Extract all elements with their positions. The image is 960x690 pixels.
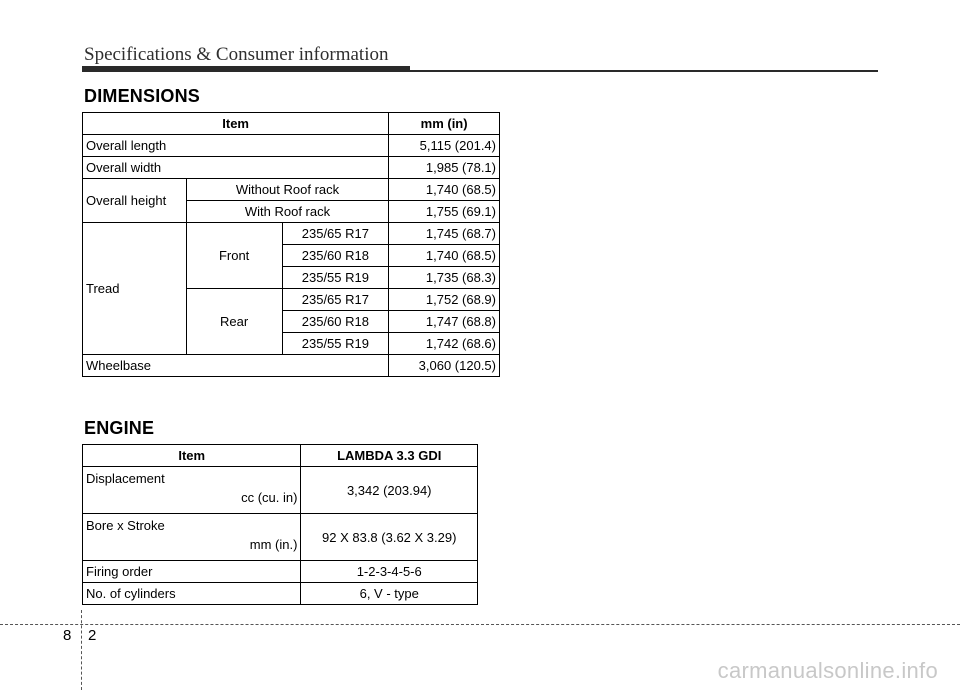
- tire-size: 235/65 R17: [282, 223, 389, 245]
- dimensions-table: [82, 112, 500, 377]
- row-value: 3,060 (120.5): [389, 355, 500, 377]
- tire-size: 235/65 R17: [282, 289, 389, 311]
- engine-table: [82, 444, 478, 605]
- row-value: 1,755 (69.1): [389, 201, 500, 223]
- page-header-title: Specifications & Consumer information: [84, 44, 389, 65]
- table-row: [83, 135, 500, 157]
- header-rule-thin: [410, 70, 878, 72]
- row-unit: cc (cu. in): [241, 490, 298, 505]
- tire-size: 235/60 R18: [282, 311, 389, 333]
- row-label: Overall width: [83, 157, 389, 179]
- footer-divider: [0, 624, 960, 625]
- table-row: [83, 514, 478, 561]
- row-value: 92 X 83.8 (3.62 X 3.29): [301, 514, 478, 561]
- footer-vertical-divider: [81, 610, 82, 690]
- column-header-item: Item: [83, 113, 389, 135]
- row-sublabel: Front: [186, 223, 282, 289]
- table-row: [83, 223, 500, 245]
- row-sublabel: Rear: [186, 289, 282, 355]
- tire-size: 235/60 R18: [282, 245, 389, 267]
- tire-size: 235/55 R19: [282, 267, 389, 289]
- row-value: 3,342 (203.94): [301, 467, 478, 514]
- engine-title: ENGINE: [84, 418, 155, 438]
- watermark-text: carmanualsonline.info: [717, 658, 938, 683]
- table-row: [83, 467, 478, 514]
- row-sublabel: With Roof rack: [186, 201, 388, 223]
- row-value: 1,735 (68.3): [389, 267, 500, 289]
- row-label: Bore x Stroke: [86, 518, 165, 533]
- table-header-row: [83, 113, 500, 135]
- row-label: Wheelbase: [83, 355, 389, 377]
- row-value: 1,740 (68.5): [389, 245, 500, 267]
- row-label-cell: [83, 467, 301, 514]
- row-value: 1,740 (68.5): [389, 179, 500, 201]
- row-label: Tread: [83, 223, 187, 355]
- column-header-item: Item: [83, 445, 301, 467]
- row-label: Displacement: [86, 471, 165, 486]
- row-value: 1,745 (68.7): [389, 223, 500, 245]
- table-row: [83, 583, 478, 605]
- table-row: [83, 355, 500, 377]
- row-value: 1,985 (78.1): [389, 157, 500, 179]
- row-value: 1-2-3-4-5-6: [301, 561, 478, 583]
- row-value: 6, V - type: [301, 583, 478, 605]
- page-section-number: 8: [63, 627, 72, 644]
- row-label: No. of cylinders: [83, 583, 301, 605]
- table-row: [83, 157, 500, 179]
- row-value: 1,747 (68.8): [389, 311, 500, 333]
- row-label-cell: [83, 514, 301, 561]
- row-label: Overall length: [83, 135, 389, 157]
- dimensions-title: DIMENSIONS: [84, 86, 201, 106]
- table-header-row: [83, 445, 478, 467]
- row-unit: mm (in.): [249, 537, 298, 552]
- table-row: [83, 179, 500, 201]
- row-value: 5,115 (201.4): [389, 135, 500, 157]
- page-number: 2: [88, 627, 97, 644]
- row-label: Overall height: [83, 179, 187, 223]
- row-sublabel: Without Roof rack: [186, 179, 388, 201]
- row-label: Firing order: [83, 561, 301, 583]
- row-value: 1,742 (68.6): [389, 333, 500, 355]
- column-header-value: mm (in): [389, 113, 500, 135]
- header-rule-thick: [82, 66, 410, 72]
- row-value: 1,752 (68.9): [389, 289, 500, 311]
- table-row: [83, 561, 478, 583]
- column-header-value: LAMBDA 3.3 GDI: [301, 445, 478, 467]
- tire-size: 235/55 R19: [282, 333, 389, 355]
